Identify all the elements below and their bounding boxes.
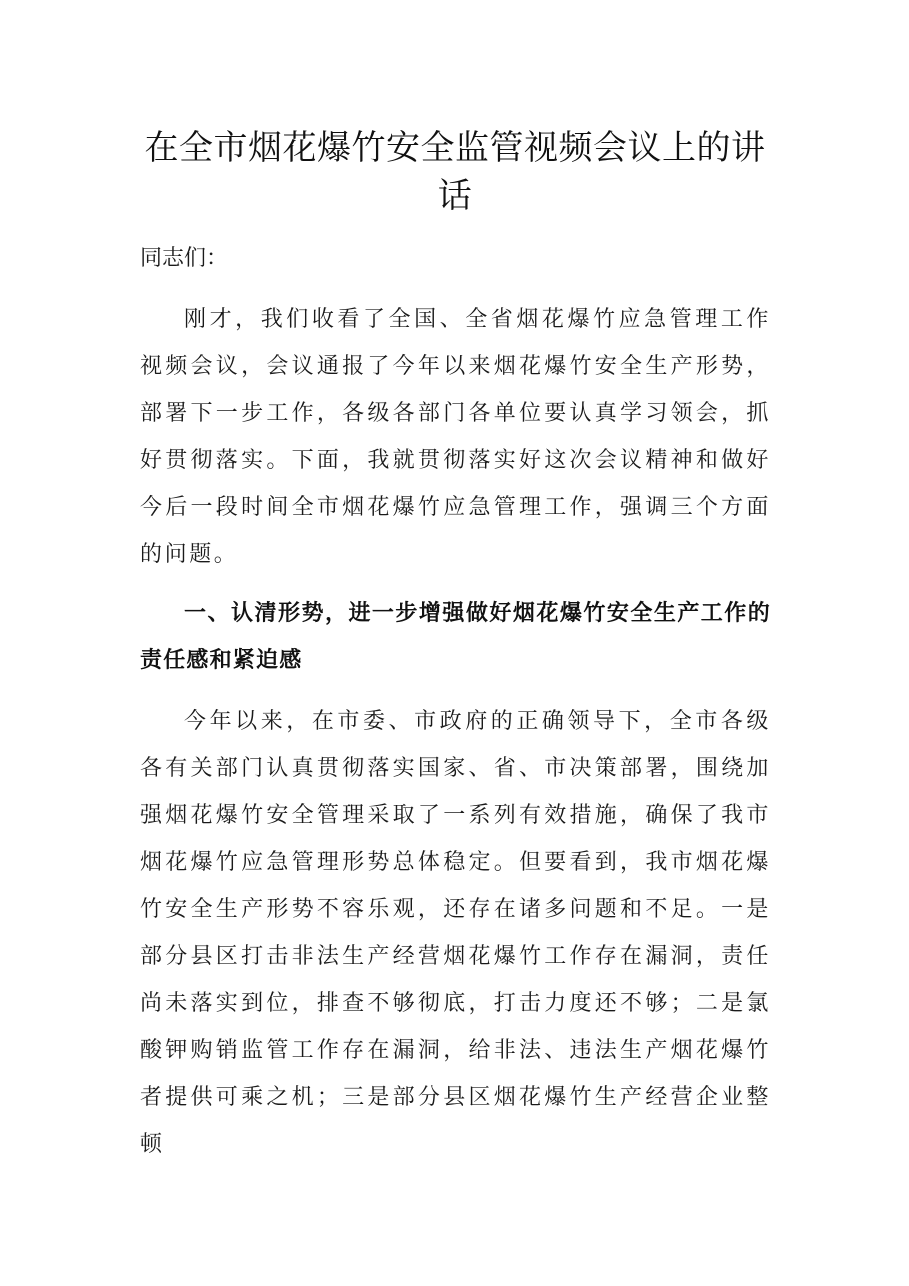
intro-paragraph: 刚才，我们收看了全国、全省烟花爆竹应急管理工作视频会议，会议通报了今年以来烟花爆竹安全生产形势，部署下一步工作，各级各部门各单位要认真学习领会，抓好贯彻落实。下面，我就贯彻落实好这次会议精神和做好今后一段时间全市烟花爆竹应急管理工作，强调三个方面的问题。 [140,307,771,567]
section-1-paragraph: 今年以来，在市委、市政府的正确领导下，全市各级各有关部门认真贯彻落实国家、省、市决策部署，围绕加强烟花爆竹安全管理采取了一系列有效措施，确保了我市烟花爆竹应急管理形势总体稳定。但要看到，我市烟花爆竹安全生产形势不容乐观，还存在诸多问题和不足。一是部分县区打击非法生产经营烟花爆竹工作存在漏洞，责任尚未落实到位，排查不够彻底，打击力度还不够；二是氯酸钾购销监管工作存在漏洞，给非法、违法生产烟花爆竹者提供可乘之机；三是部分县区烟花爆竹生产经营企业整顿 [140,709,771,1157]
salutation: 同志们： [140,246,229,271]
document-title: 在全市烟花爆竹安全监管视频会议上的讲话 [144,128,766,216]
document-body [140,238,771,1168]
section-heading-1: 一、认清形势，进一步增强做好烟花爆竹安全生产工作的责任感和紧迫感 [140,601,771,673]
